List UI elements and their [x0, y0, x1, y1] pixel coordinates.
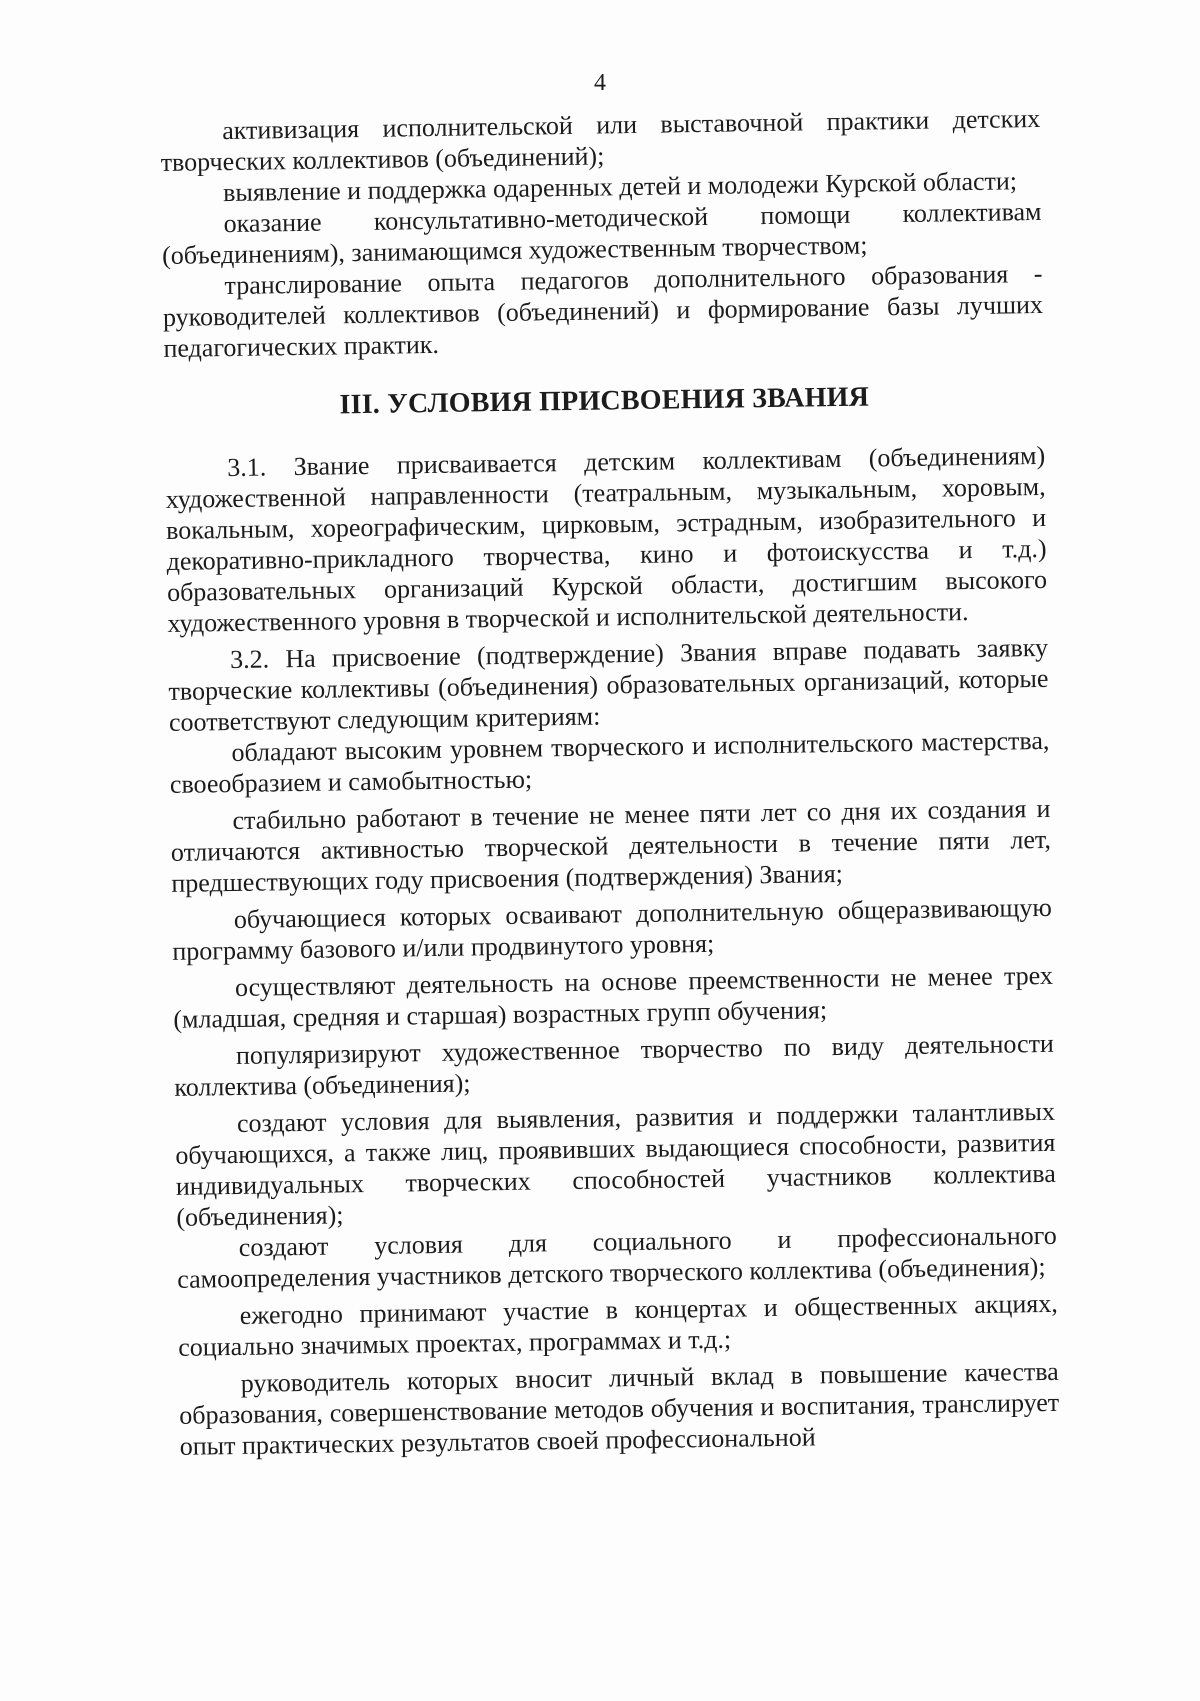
criterion-item: руководитель которых вносит личный вклад в повышение качества образования, совершенствование методов обучения и воспитания, транслирует опыт практических результатов своей профессиональной [179, 1356, 1060, 1461]
criterion-item: обучающиеся которых осваивают дополнительную общеразвивающую программу базового и/или продвинутого уровня; [172, 892, 1053, 966]
page-number: 4 [594, 70, 606, 96]
criterion-item: осуществляют деятельность на основе преемственности не менее трех (младшая, средняя и старшая) возрастных групп обучения; [173, 960, 1054, 1034]
criterion-item: обладают высоким уровнем творческого и исполнительского мастерства, своеобразием и самобытностью; [169, 725, 1050, 799]
document-body [160, 103, 1060, 1462]
criterion-item: популяризируют художественное творчество по виду деятельности коллектива (объединения); [174, 1028, 1055, 1102]
criterion-item: стабильно работают в течение не менее пяти лет со дня их создания и отличаются активностью творческой деятельности в течение пяти лет, предшествующих году присвоения (подтверждения) Звания; [170, 793, 1052, 898]
intro-paragraph-4: транслирование опыта педагогов дополнительного образования - руководителей коллективов (объединений) и формирование базы лучших педагогических практик. [162, 258, 1044, 363]
clause-3-2: 3.2. На присвоение (подтверждение) Звания вправе подавать заявку творческие коллективы (объединения) образовательных организаций, которые соответствуют следующим критериям: [168, 632, 1049, 737]
section-heading: III. УСЛОВИЯ ПРИСВОЕНИЯ ЗВАНИЯ [339, 381, 870, 421]
criterion-item: ежегодно принимают участие в концертах и общественных акциях, социально значимых проектах, программах и т.д.; [178, 1288, 1058, 1362]
intro-paragraph-3: оказание консультативно-методической помощи коллективам (объединениям), занимающимся художественным творчеством; [161, 196, 1042, 270]
criterion-item: создают условия для выявления, развития и поддержки талантливых обучающихся, а также лиц, проявивших выдающиеся способности, развития индивидуальных творческих способностей участников коллектива (объединения); [175, 1096, 1056, 1232]
criterion-item: создают условия для социального и профессионального самоопределения участников детского творческого коллектива (объединения); [177, 1220, 1057, 1294]
intro-paragraph-1: активизация исполнительской или выставочной практики детских творческих коллективов (объединений); [160, 103, 1041, 177]
clause-3-1: 3.1. Звание присваивается детским коллективам (объединениям) художественной направленности (театральным, музыкальным, хоровым, вокальным, хореографическим, цирковым, эстрадным, изобразительного и декоративно-прикладного творчества, кино и фотоискусства и т.д.) образовательных организаций Курской области, достигшим высокого художественного уровня в творческой и исполнительской деятельности. [165, 440, 1048, 638]
intro-paragraph-2: выявление и поддержка одаренных детей и молодежи Курской области; [222, 166, 1018, 208]
